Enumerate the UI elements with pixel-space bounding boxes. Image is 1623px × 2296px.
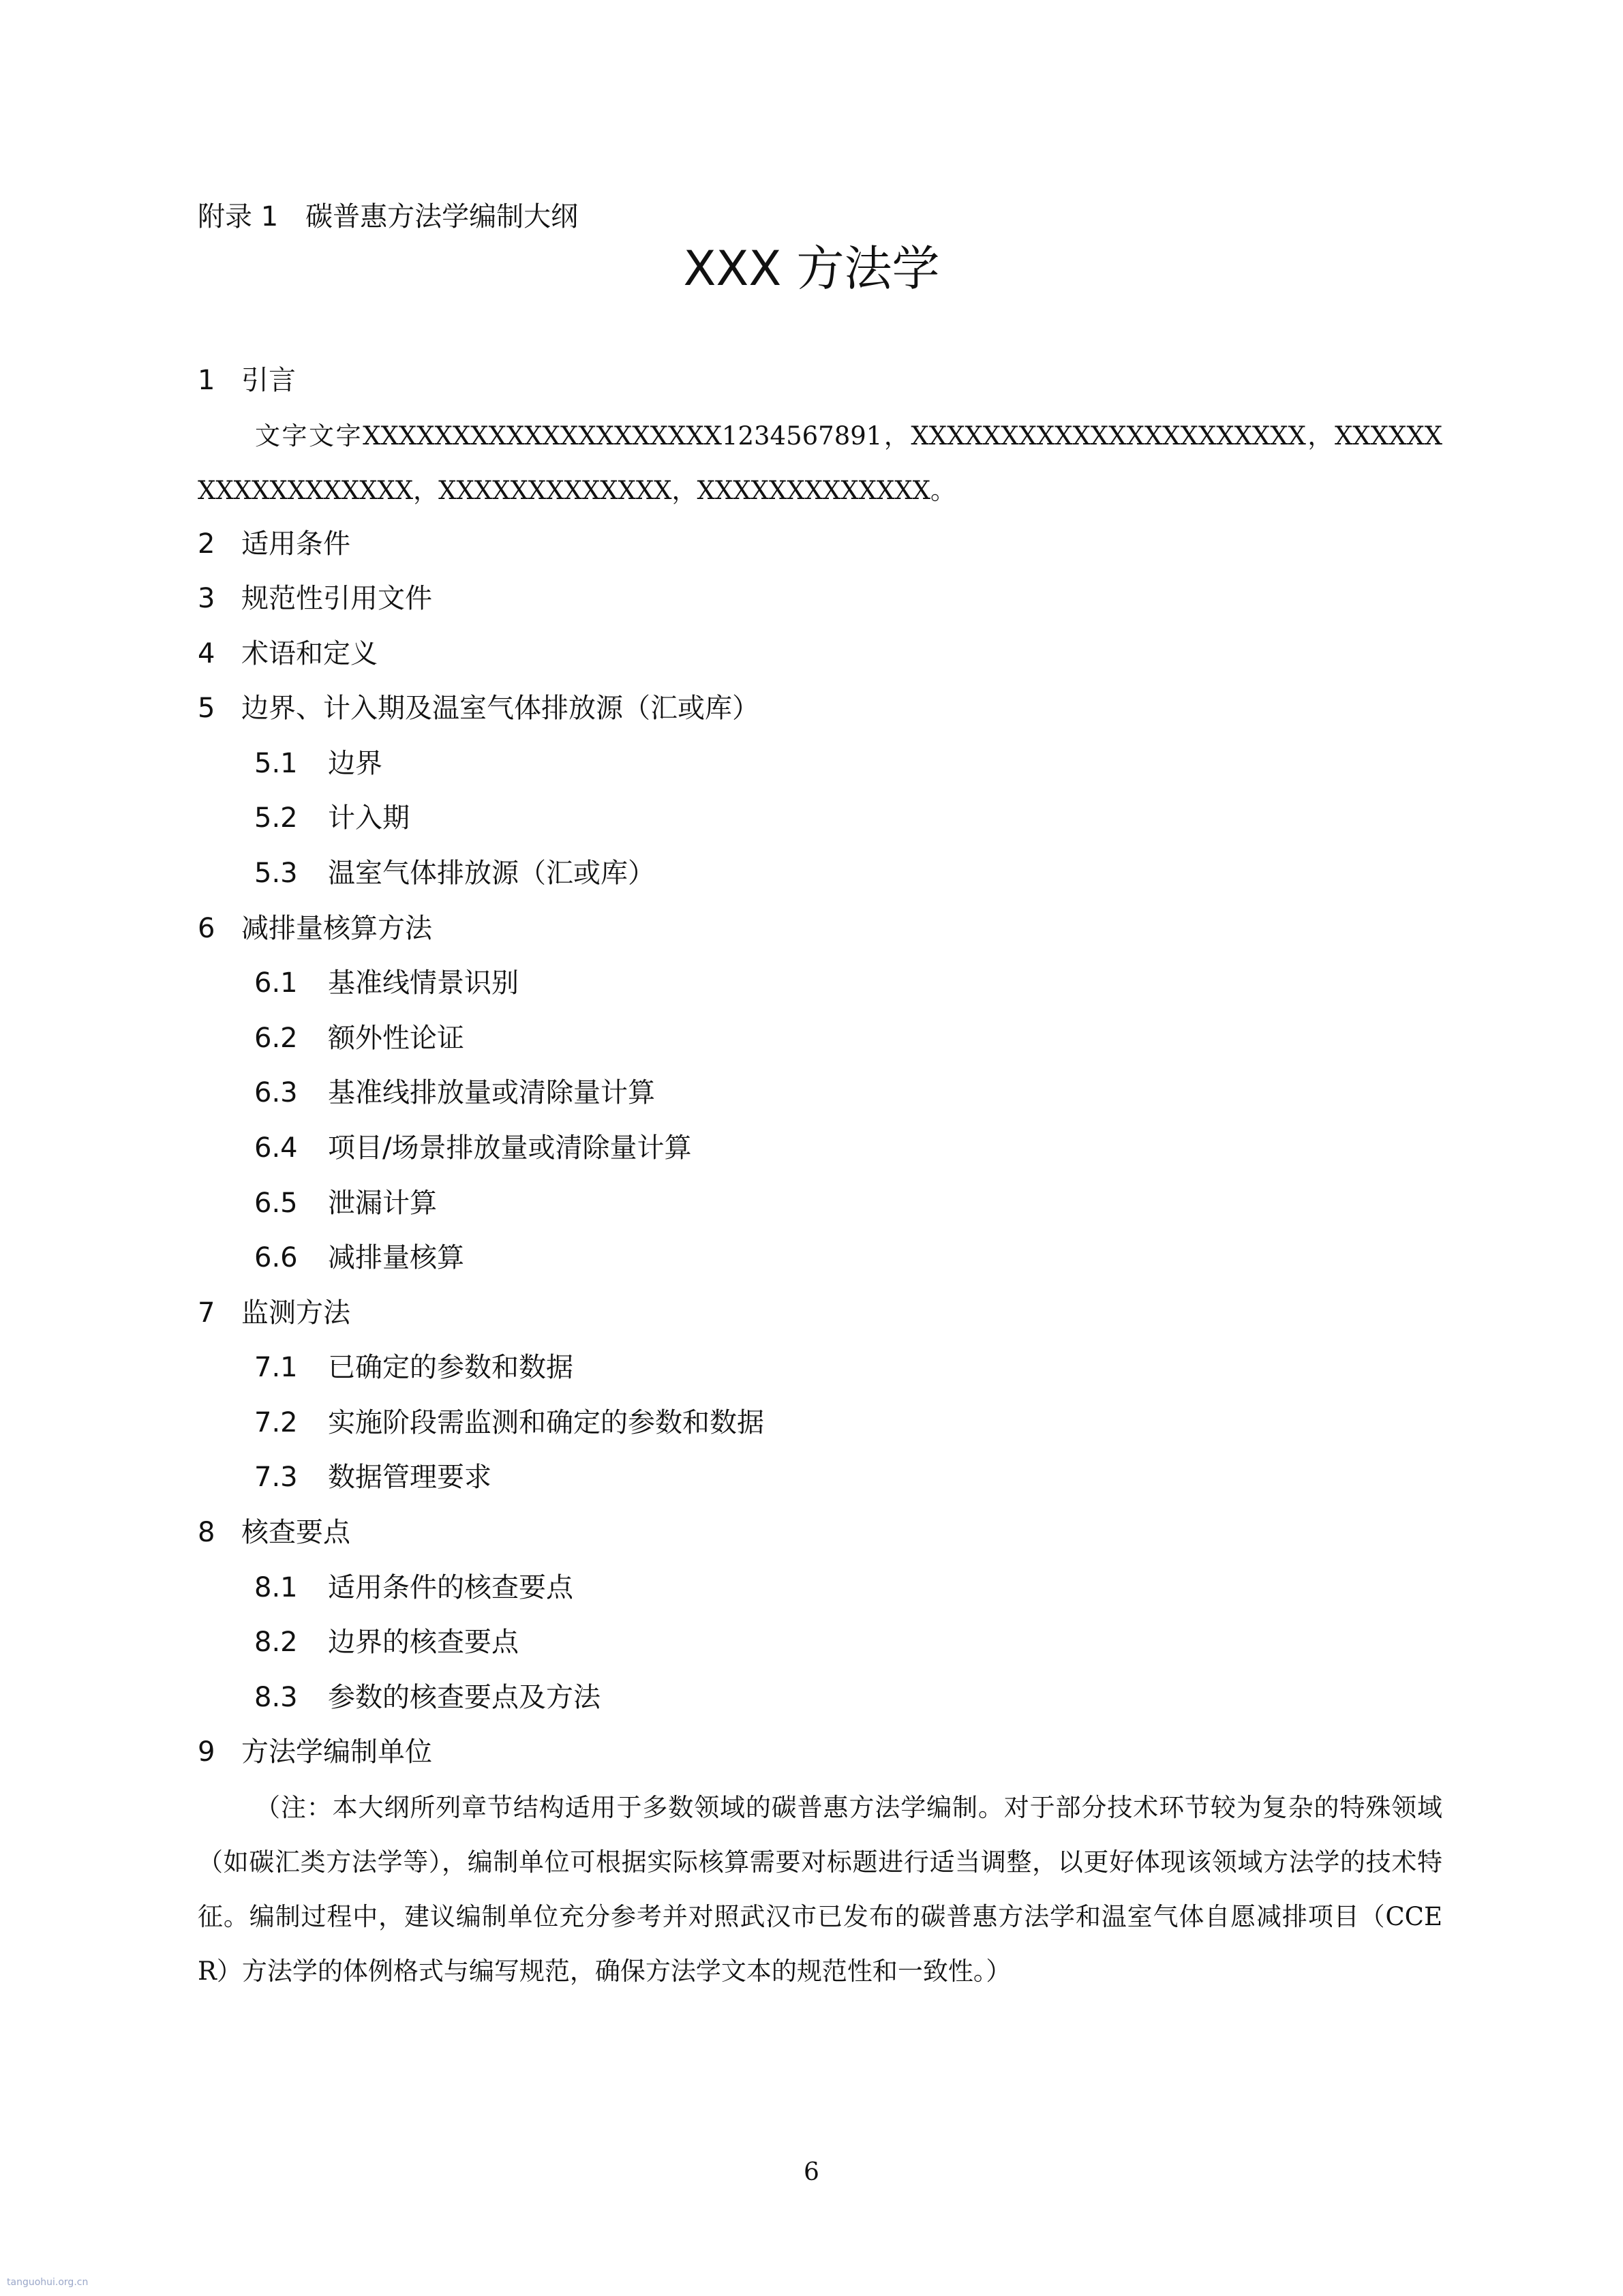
page-number: 6 xyxy=(804,2158,819,2186)
subsection-8-2 xyxy=(254,1623,519,1661)
subsection-title: 减排量核算 xyxy=(328,1242,464,1273)
subsection-number: 8.3 xyxy=(254,1682,298,1713)
subsection-title: 基准线排放量或清除量计算 xyxy=(328,1077,655,1108)
section-heading-1 xyxy=(198,361,296,399)
section-number: 3 xyxy=(198,583,215,614)
subsection-title: 边界 xyxy=(328,748,382,779)
subsection-number: 6.1 xyxy=(254,967,298,999)
subsection-5-3 xyxy=(254,854,655,892)
subsection-6-3 xyxy=(254,1074,655,1112)
subsection-number: 6.6 xyxy=(254,1242,298,1273)
section-heading-5 xyxy=(198,689,759,727)
section-title: 术语和定义 xyxy=(241,638,378,669)
subsection-title: 适用条件的核查要点 xyxy=(328,1572,573,1603)
subsection-title: 项目/场景排放量或清除量计算 xyxy=(328,1132,692,1164)
section-title: 规范性引用文件 xyxy=(241,583,432,614)
section-heading-4 xyxy=(198,635,378,673)
section-heading-3 xyxy=(198,579,432,618)
section-number: 5 xyxy=(198,693,215,724)
subsection-title: 参数的核查要点及方法 xyxy=(328,1682,601,1713)
subsection-number: 6.3 xyxy=(254,1077,298,1108)
subsection-number: 7.1 xyxy=(254,1352,298,1383)
section-title: 边界、计入期及温室气体排放源（汇或库） xyxy=(241,693,759,724)
subsection-number: 5.3 xyxy=(254,858,298,889)
section-number: 4 xyxy=(198,638,215,669)
subsection-6-2 xyxy=(254,1019,464,1057)
subsection-title: 计入期 xyxy=(328,802,410,834)
section-number: 8 xyxy=(198,1517,215,1548)
note-paragraph: （注：本大纲所列章节结构适用于多数领域的碳普惠方法学编制。对于部分技术环节较为复杂的特殊领域（如碳汇类方法学等），编制单位可根据实际核算需要对标题进行适当调整，以更好体现该领域方法学的技术特征。编制过程中，建议编制单位充分参考并对照武汉市已发布的碳普惠方法学和温室气体自愿减排项目（CCER）方法学的体例格式与编写规范，确保方法学文本的规范性和一致性。） xyxy=(198,1793,1442,1986)
section-title: 减排量核算方法 xyxy=(241,913,432,944)
section-number: 6 xyxy=(198,913,215,944)
subsection-title: 实施阶段需监测和确定的参数和数据 xyxy=(328,1407,764,1438)
section-heading-2 xyxy=(198,525,350,563)
section-number: 2 xyxy=(198,528,215,560)
subsection-title: 泄漏计算 xyxy=(328,1188,437,1219)
subsection-title: 边界的核查要点 xyxy=(328,1627,519,1658)
subsection-title: 基准线情景识别 xyxy=(328,967,519,999)
section-title: 适用条件 xyxy=(241,528,350,560)
subsection-number: 8.1 xyxy=(254,1572,298,1603)
subsection-title: 额外性论证 xyxy=(328,1023,464,1054)
subsection-7-3 xyxy=(254,1458,491,1496)
section-title: 引言 xyxy=(241,365,296,396)
subsection-number: 8.2 xyxy=(254,1627,298,1658)
subsection-number: 7.3 xyxy=(254,1462,298,1493)
subsection-title: 温室气体排放源（汇或库） xyxy=(328,858,655,889)
subsection-8-1 xyxy=(254,1569,573,1607)
subsection-6-4 xyxy=(254,1129,691,1167)
subsection-6-5 xyxy=(254,1184,437,1222)
section-title: 核查要点 xyxy=(241,1517,350,1548)
section-number: 7 xyxy=(198,1297,215,1329)
section-heading-8 xyxy=(198,1513,350,1552)
appendix-title: 碳普惠方法学编制大纲 xyxy=(305,201,579,232)
subsection-number: 5.2 xyxy=(254,802,298,834)
appendix-number: 附录 1 xyxy=(198,201,279,232)
subsection-number: 6.4 xyxy=(254,1132,298,1164)
site-watermark: tanguohui.org.cn xyxy=(7,2277,89,2288)
document-title: XXX 方法学 xyxy=(683,241,940,297)
subsection-number: 5.1 xyxy=(254,748,298,779)
section-number: 9 xyxy=(198,1736,215,1768)
subsection-title: 数据管理要求 xyxy=(328,1462,491,1493)
subsection-number: 6.2 xyxy=(254,1023,298,1054)
subsection-8-3 xyxy=(254,1678,601,1717)
section-number: 1 xyxy=(198,365,215,396)
subsection-6-6 xyxy=(254,1239,464,1277)
subsection-7-2 xyxy=(254,1404,764,1442)
section-title: 监测方法 xyxy=(241,1297,350,1329)
subsection-5-1 xyxy=(254,744,382,783)
subsection-5-2 xyxy=(254,799,410,837)
subsection-6-1 xyxy=(254,964,519,1002)
subsection-number: 7.2 xyxy=(254,1407,298,1438)
section-title: 方法学编制单位 xyxy=(241,1736,432,1768)
subsection-number: 6.5 xyxy=(254,1188,298,1219)
section-heading-9 xyxy=(198,1733,432,1771)
appendix-label xyxy=(198,198,578,236)
intro-paragraph: 文字文字XXXXXXXXXXXXXXXXXXXX1234567891，XXXXXXXXXXXXXXXXXXXXXX，XXXXXXXXXXXXXXXXXX，XXXXXXXXXXXXX，XXXXXXXXXXXXX。 xyxy=(198,421,1442,505)
subsection-7-1 xyxy=(254,1348,573,1387)
subsection-title: 已确定的参数和数据 xyxy=(328,1352,573,1383)
section-heading-7 xyxy=(198,1294,350,1332)
section-heading-6 xyxy=(198,909,432,948)
